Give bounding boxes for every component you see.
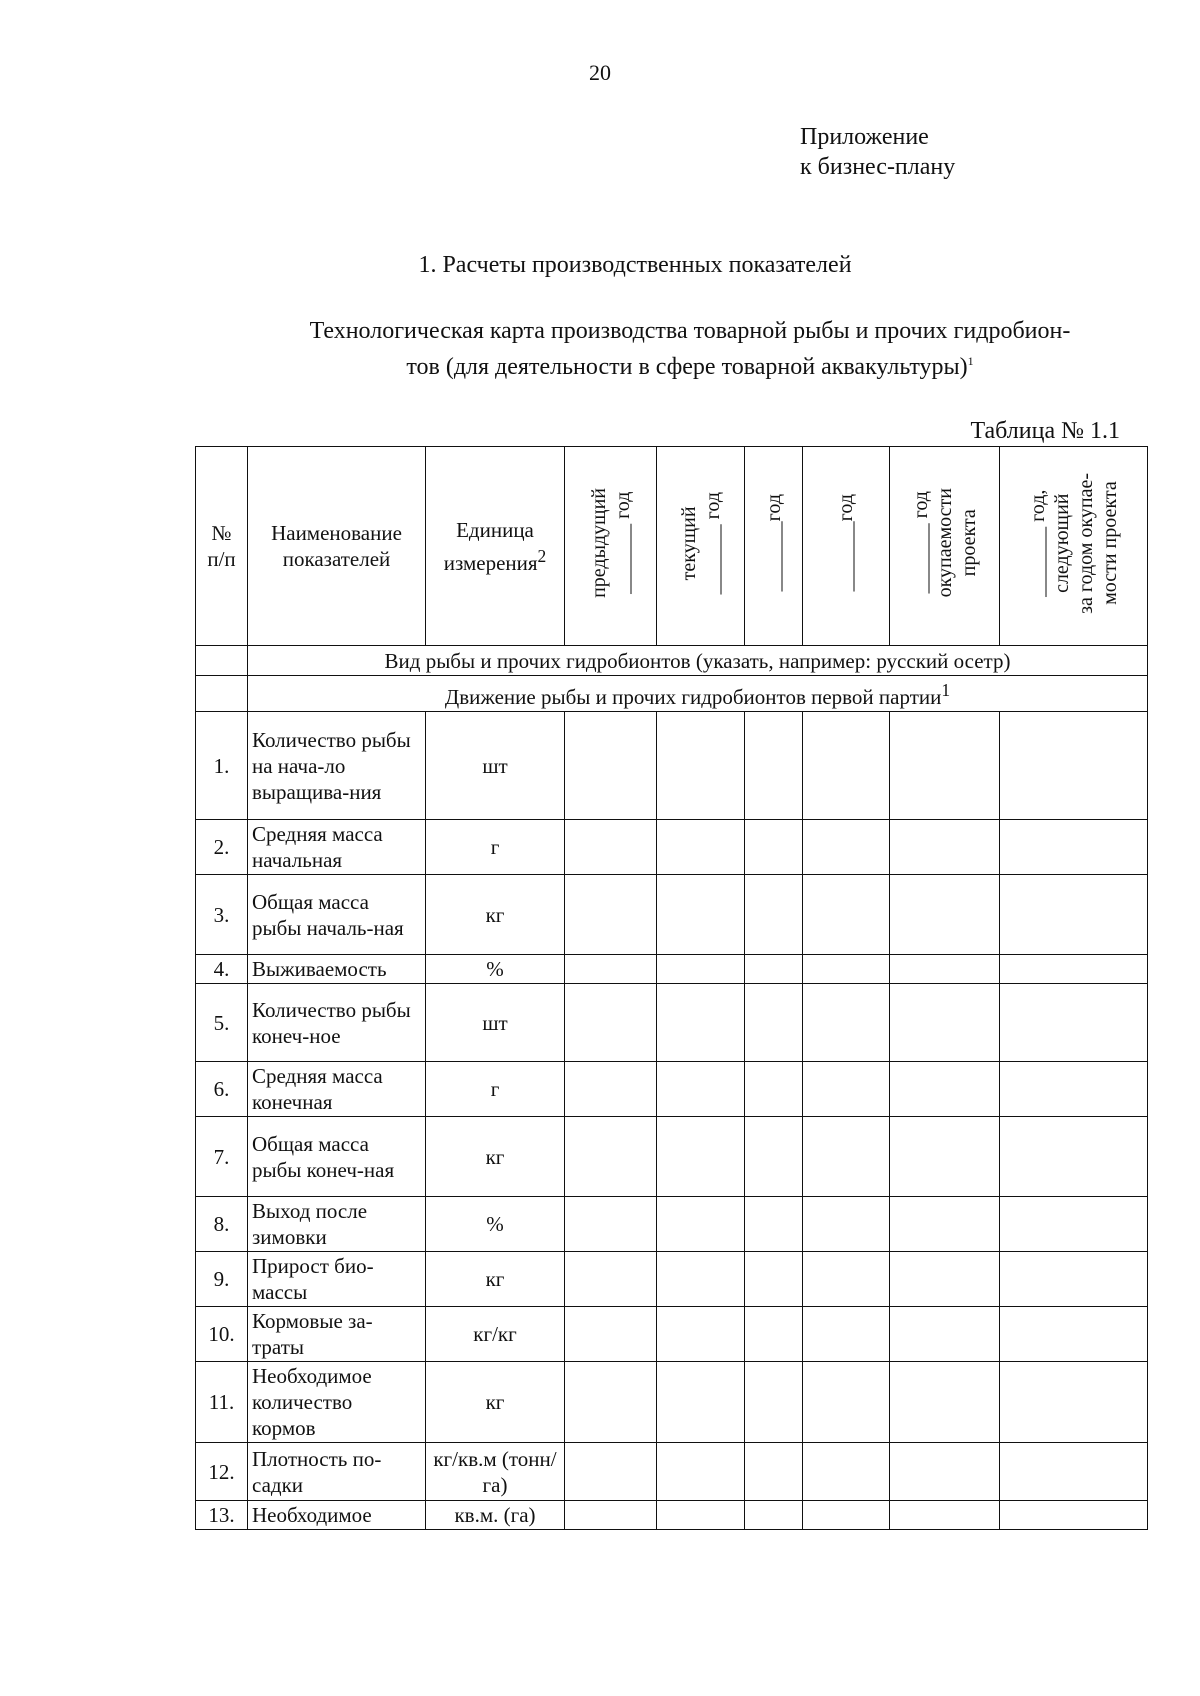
row-year-value-cell[interactable] xyxy=(657,1501,745,1530)
row-year-value-cell[interactable] xyxy=(803,875,890,955)
row-number: 5. xyxy=(196,984,248,1062)
row-year-value-cell[interactable] xyxy=(1000,984,1148,1062)
row-year-value-cell[interactable] xyxy=(890,955,1000,984)
row-year-value-cell[interactable] xyxy=(657,1062,745,1117)
row-indicator-name: Плотность по-садки xyxy=(248,1443,426,1501)
row-year-value-cell[interactable] xyxy=(803,1197,890,1252)
row-indicator-name: Кормовые за-траты xyxy=(248,1307,426,1362)
row-year-value-cell[interactable] xyxy=(890,1252,1000,1307)
row-year-value-cell[interactable] xyxy=(890,820,1000,875)
row-year-value-cell[interactable] xyxy=(565,875,657,955)
row-year-value-cell[interactable] xyxy=(745,1307,803,1362)
row-year-value-cell[interactable] xyxy=(803,1307,890,1362)
table-row xyxy=(196,875,1148,955)
row-indicator-name: Выход после зимовки xyxy=(248,1197,426,1252)
row-year-value-cell[interactable] xyxy=(803,1252,890,1307)
appendix-line-2: к бизнес-плану xyxy=(800,154,956,180)
table-row xyxy=(196,1307,1148,1362)
row-year-value-cell[interactable] xyxy=(565,1501,657,1530)
row-year-value-cell[interactable] xyxy=(890,984,1000,1062)
page-number: 20 xyxy=(589,60,611,85)
group-row-movement-label: Движение рыбы и прочих гидробионтов первой партии$^1$ xyxy=(248,676,1148,712)
row-year-value-cell[interactable] xyxy=(1000,1252,1148,1307)
header-year-current: текущий _______ год xyxy=(657,447,745,646)
row-year-value-cell[interactable] xyxy=(1000,1117,1148,1197)
row-year-value-cell[interactable] xyxy=(803,712,890,820)
group-row-blank xyxy=(196,646,248,676)
row-unit: кг xyxy=(426,1362,565,1443)
row-unit: кг xyxy=(426,875,565,955)
table-row xyxy=(196,1062,1148,1117)
row-year-value-cell[interactable] xyxy=(565,1307,657,1362)
row-year-value-cell[interactable] xyxy=(745,984,803,1062)
row-year-value-cell[interactable] xyxy=(657,955,745,984)
table-row xyxy=(196,1117,1148,1197)
row-year-value-cell[interactable] xyxy=(803,955,890,984)
row-year-value-cell[interactable] xyxy=(565,1117,657,1197)
row-year-value-cell[interactable] xyxy=(565,955,657,984)
appendix-note xyxy=(800,122,955,182)
row-year-value-cell[interactable] xyxy=(745,875,803,955)
row-year-value-cell[interactable] xyxy=(803,1117,890,1197)
row-year-value-cell[interactable] xyxy=(745,1197,803,1252)
header-num: № п/п xyxy=(196,447,248,646)
technology-map-table xyxy=(195,446,1148,1530)
row-year-value-cell[interactable] xyxy=(890,1197,1000,1252)
group-row-species xyxy=(196,646,1148,676)
row-year-value-cell[interactable] xyxy=(657,1307,745,1362)
row-unit: % xyxy=(426,955,565,984)
header-year-after-payback: _______ год, следующий за годом окупае- мости проекта xyxy=(1000,447,1148,646)
row-year-value-cell[interactable] xyxy=(657,712,745,820)
row-number: 8. xyxy=(196,1197,248,1252)
row-number: 1. xyxy=(196,712,248,820)
row-year-value-cell[interactable] xyxy=(565,1443,657,1501)
table-row xyxy=(196,1252,1148,1307)
row-year-value-cell[interactable] xyxy=(803,1501,890,1530)
subtitle-line-2: тов (для деятельности в сфере товарной аквакультуры)$^1$ xyxy=(406,354,974,380)
row-year-value-cell[interactable] xyxy=(745,1117,803,1197)
row-unit: кг xyxy=(426,1252,565,1307)
row-number: 2. xyxy=(196,820,248,875)
row-year-value-cell[interactable] xyxy=(803,1062,890,1117)
row-indicator-name: Количество рыбы конеч-ное xyxy=(248,984,426,1062)
table-header-row xyxy=(196,447,1148,646)
row-year-value-cell[interactable] xyxy=(745,1062,803,1117)
row-year-value-cell[interactable] xyxy=(1000,875,1148,955)
subtitle-line-1: Технологическая карта производства товарной рыбы и прочих гидробион- xyxy=(309,318,1071,344)
row-year-value-cell[interactable] xyxy=(890,1117,1000,1197)
row-number: 13. xyxy=(196,1501,248,1530)
row-year-value-cell[interactable] xyxy=(565,712,657,820)
row-year-value-cell[interactable] xyxy=(745,1443,803,1501)
table-row xyxy=(196,820,1148,875)
table-row xyxy=(196,955,1148,984)
row-year-value-cell[interactable] xyxy=(565,1362,657,1443)
table-caption: Таблица № 1.1 xyxy=(970,418,1120,444)
header-year-payback: _______ год окупаемости проекта xyxy=(890,447,1000,646)
row-number: 4. xyxy=(196,955,248,984)
row-year-value-cell[interactable] xyxy=(803,820,890,875)
row-year-value-cell[interactable] xyxy=(657,1252,745,1307)
row-unit: % xyxy=(426,1197,565,1252)
row-year-value-cell[interactable] xyxy=(657,1117,745,1197)
row-number: 12. xyxy=(196,1443,248,1501)
row-year-value-cell[interactable] xyxy=(890,1501,1000,1530)
row-year-value-cell[interactable] xyxy=(890,712,1000,820)
row-year-value-cell[interactable] xyxy=(745,820,803,875)
row-unit: г xyxy=(426,1062,565,1117)
header-unit: Единица измерения$^2$ xyxy=(426,447,565,646)
row-year-value-cell[interactable] xyxy=(565,984,657,1062)
row-indicator-name: Прирост био-массы xyxy=(248,1252,426,1307)
row-number: 10. xyxy=(196,1307,248,1362)
row-year-value-cell[interactable] xyxy=(657,1197,745,1252)
row-number: 7. xyxy=(196,1117,248,1197)
row-year-value-cell[interactable] xyxy=(745,712,803,820)
table-row xyxy=(196,1443,1148,1501)
row-indicator-name: Необходимое количество кормов xyxy=(248,1362,426,1443)
row-number: 9. xyxy=(196,1252,248,1307)
row-year-value-cell[interactable] xyxy=(565,820,657,875)
row-unit: г xyxy=(426,820,565,875)
row-year-value-cell[interactable] xyxy=(803,984,890,1062)
row-unit: кг/кв.м (тонн/га) xyxy=(426,1443,565,1501)
header-year-previous: предыдущий _______ год xyxy=(565,447,657,646)
row-year-value-cell[interactable] xyxy=(657,820,745,875)
row-unit: кг/кг xyxy=(426,1307,565,1362)
row-year-value-cell[interactable] xyxy=(1000,1443,1148,1501)
row-unit: кв.м. (га) xyxy=(426,1501,565,1530)
row-indicator-name: Средняя масса начальная xyxy=(248,820,426,875)
row-year-value-cell[interactable] xyxy=(890,875,1000,955)
row-year-value-cell[interactable] xyxy=(745,1252,803,1307)
table-subtitle xyxy=(230,316,1150,382)
group-row-blank xyxy=(196,676,248,712)
row-year-value-cell[interactable] xyxy=(803,1362,890,1443)
row-year-value-cell[interactable] xyxy=(1000,1501,1148,1530)
section-title: 1. Расчеты производственных показателей xyxy=(418,252,852,278)
row-year-value-cell[interactable] xyxy=(657,1362,745,1443)
header-year-3: _______год xyxy=(745,447,803,646)
row-year-value-cell[interactable] xyxy=(1000,955,1148,984)
header-year-4: _______год xyxy=(803,447,890,646)
row-year-value-cell[interactable] xyxy=(1000,712,1148,820)
row-indicator-name: Средняя масса конечная xyxy=(248,1062,426,1117)
row-year-value-cell[interactable] xyxy=(1000,820,1148,875)
row-number: 6. xyxy=(196,1062,248,1117)
row-unit: шт xyxy=(426,712,565,820)
row-indicator-name: Общая масса рыбы началь-ная xyxy=(248,875,426,955)
row-year-value-cell[interactable] xyxy=(657,875,745,955)
row-year-value-cell[interactable] xyxy=(1000,1362,1148,1443)
row-indicator-name: Необходимое xyxy=(248,1501,426,1530)
row-year-value-cell[interactable] xyxy=(745,1362,803,1443)
row-year-value-cell[interactable] xyxy=(657,984,745,1062)
row-year-value-cell[interactable] xyxy=(1000,1307,1148,1362)
row-year-value-cell[interactable] xyxy=(890,1307,1000,1362)
group-row-species-label: Вид рыбы и прочих гидробионтов (указать, например: русский осетр) xyxy=(248,646,1148,676)
row-year-value-cell[interactable] xyxy=(1000,1197,1148,1252)
header-name: Наименование показателей xyxy=(248,447,426,646)
group-row-movement xyxy=(196,676,1148,712)
row-indicator-name: Количество рыбы на нача-ло выращива-ния xyxy=(248,712,426,820)
row-year-value-cell[interactable] xyxy=(890,1443,1000,1501)
table-row xyxy=(196,712,1148,820)
row-indicator-name: Выживаемость xyxy=(248,955,426,984)
appendix-line-1: Приложение xyxy=(800,124,929,150)
row-year-value-cell[interactable] xyxy=(657,1443,745,1501)
row-year-value-cell[interactable] xyxy=(745,1501,803,1530)
row-year-value-cell[interactable] xyxy=(565,1252,657,1307)
row-year-value-cell[interactable] xyxy=(803,1443,890,1501)
row-year-value-cell[interactable] xyxy=(745,955,803,984)
row-number: 11. xyxy=(196,1362,248,1443)
row-indicator-name: Общая масса рыбы конеч-ная xyxy=(248,1117,426,1197)
row-unit: кг xyxy=(426,1117,565,1197)
row-year-value-cell[interactable] xyxy=(565,1197,657,1252)
table-row xyxy=(196,1501,1148,1530)
row-number: 3. xyxy=(196,875,248,955)
table-row xyxy=(196,1197,1148,1252)
table-row xyxy=(196,984,1148,1062)
row-unit: шт xyxy=(426,984,565,1062)
row-year-value-cell[interactable] xyxy=(1000,1062,1148,1117)
row-year-value-cell[interactable] xyxy=(890,1062,1000,1117)
row-year-value-cell[interactable] xyxy=(565,1062,657,1117)
table-row xyxy=(196,1362,1148,1443)
row-year-value-cell[interactable] xyxy=(890,1362,1000,1443)
